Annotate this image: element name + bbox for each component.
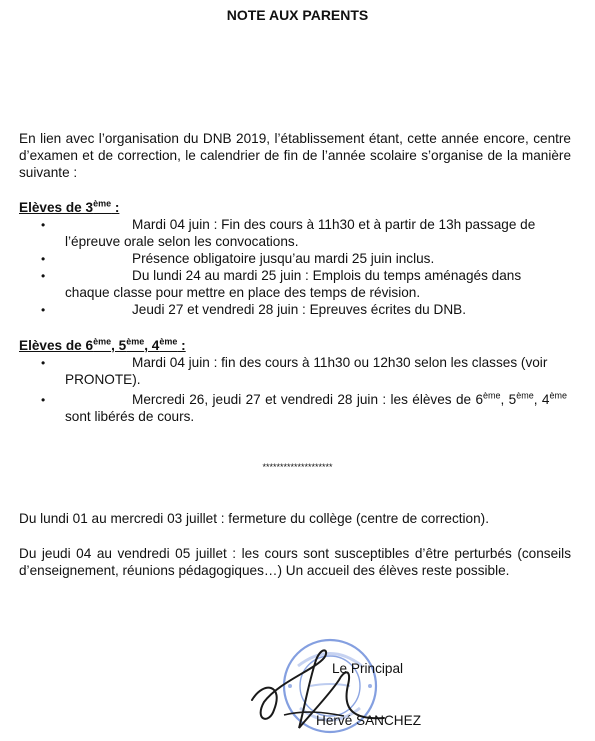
bullet: • xyxy=(41,356,46,370)
bullet: • xyxy=(41,252,46,266)
list-item-text-part: , 4 xyxy=(533,392,550,407)
paragraph-closure: Du lundi 01 au mercredi 03 juillet : fermeture du collège (centre de correction). xyxy=(19,511,489,526)
bullet: • xyxy=(41,218,46,232)
list-item-text: Mardi 04 juin : fin des cours à 11h30 ou 12h30 selon les classes (voir PRONOTE). xyxy=(65,355,548,387)
section-title-text: , 5 xyxy=(111,338,127,353)
section-title-3eme xyxy=(19,199,119,216)
superscript: ème xyxy=(159,336,178,347)
superscript: ème xyxy=(126,336,145,347)
section-title-text: Elèves de 6 xyxy=(19,338,94,353)
superscript: ème xyxy=(93,198,112,209)
signature-name: Hervé SANCHEZ xyxy=(316,713,421,728)
section-title-colon: : xyxy=(177,338,186,353)
list-item xyxy=(65,354,567,388)
bullet: • xyxy=(41,269,46,283)
list-item xyxy=(65,301,567,318)
list-item xyxy=(65,216,567,250)
list-item-text-part: , 5 xyxy=(500,392,517,407)
list-item xyxy=(65,391,567,425)
paragraph-reception: Du jeudi 04 au vendredi 05 juillet : les cours sont susceptibles d’être perturbés (conseils d’enseignement, réunions pédagogiques…) Un accueil des élèves reste possible. xyxy=(19,546,571,578)
list-item-text-part: Mercredi 26, jeudi 27 et vendredi 28 juin : les élèves de 6 xyxy=(132,392,484,407)
page-title: NOTE AUX PARENTS xyxy=(226,7,369,23)
list-item-text: Mardi 04 juin : Fin des cours à 11h30 et à partir de 13h passage de l’épreuve orale selon les convocations. xyxy=(65,217,536,249)
list-item-text-part: sont libérés de cours. xyxy=(65,409,195,424)
list-item-text: Jeudi 27 et vendredi 28 juin : Epreuves écrites du DNB. xyxy=(132,302,466,317)
list-item-text: Du lundi 24 au mardi 25 juin : Emplois du temps aménagés dans chaque classe pour mettre en place des temps de révision. xyxy=(65,268,522,300)
section-title-colon: : xyxy=(111,200,120,215)
list-item-text: Présence obligatoire jusqu’au mardi 25 juin inclus. xyxy=(132,251,435,266)
section-title-text: , 4 xyxy=(144,338,160,353)
superscript: ème xyxy=(549,390,567,401)
superscript: ème xyxy=(93,336,112,347)
section-title-text: Elèves de 3 xyxy=(19,200,94,215)
separator-stars: ******************** xyxy=(262,462,333,472)
superscript: ème xyxy=(516,390,534,401)
bullet: • xyxy=(41,393,46,407)
intro-paragraph: En lien avec l’organisation du DNB 2019, l’établissement étant, cette année encore, centre d’examen et de correction, le calendrier de fin de l’année scolaire s’organise de la manière suivante : xyxy=(19,131,571,180)
section-title-6-5-4eme xyxy=(19,337,186,354)
signature-role: Le Principal xyxy=(332,661,404,676)
superscript: ème xyxy=(483,390,501,401)
list-item xyxy=(65,267,567,301)
list-item xyxy=(65,250,567,267)
list-item-text xyxy=(65,391,567,425)
bullet: • xyxy=(41,303,46,317)
